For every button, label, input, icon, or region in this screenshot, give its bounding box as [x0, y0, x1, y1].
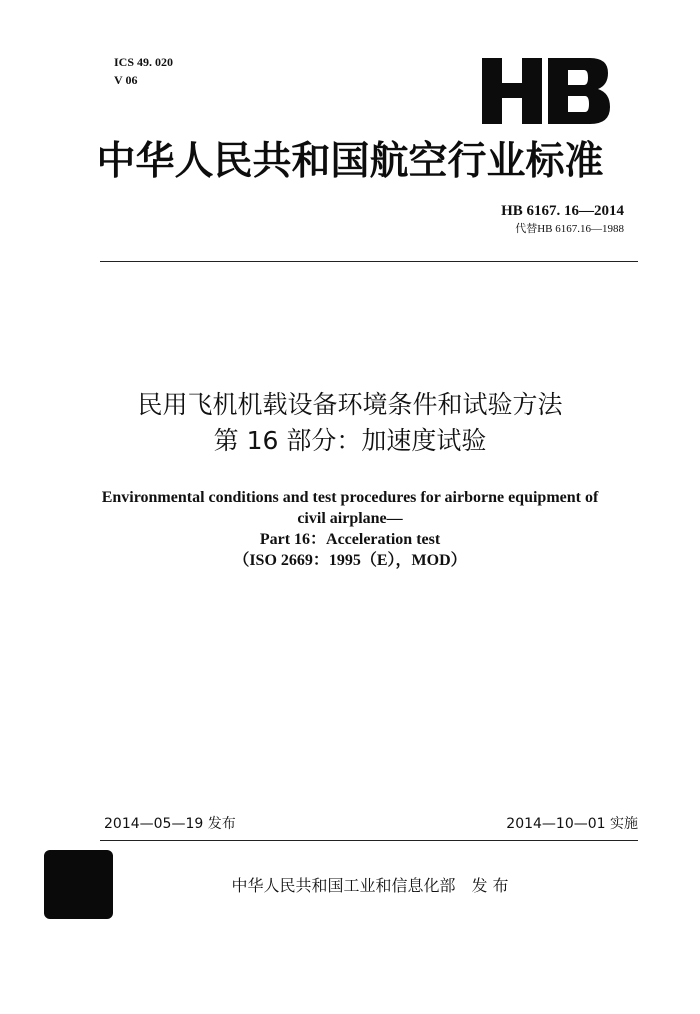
- implement-date: 2014—10—01 实施: [506, 816, 638, 832]
- title-en-line4: （ISO 2669：1995（E），MOD）: [233, 552, 467, 569]
- title-cn-line1: 民用飞机机载设备环境条件和试验方法: [137, 390, 563, 419]
- hb-logo: [482, 58, 610, 124]
- classification-codes: [114, 55, 173, 91]
- title-en-line1: Environmental conditions and test procedures for airborne equipment of: [101, 489, 599, 506]
- title-en-line2: civil airplane—: [297, 510, 403, 527]
- category-code: V 06: [114, 73, 138, 87]
- title-en: [60, 487, 640, 571]
- ics-code: ICS 49. 020: [114, 55, 174, 69]
- issuer-name: 中华人民共和国工业和信息化部: [231, 876, 456, 895]
- footer-divider: [100, 840, 638, 841]
- standard-title: 中华人民共和国航空行业标准: [96, 139, 604, 184]
- title-en-line3: Part 16：Acceleration test: [259, 531, 441, 548]
- title-cn-line2: 第 16 部分：加速度试验: [213, 426, 487, 455]
- replaces-standard: 代替HB 6167.16—1988: [515, 223, 624, 235]
- header-divider: [100, 261, 638, 262]
- issuer-action: 发 布: [471, 876, 509, 895]
- standard-number: HB 6167. 16—2014: [501, 203, 624, 219]
- issuer-line: [0, 876, 700, 896]
- publish-date: 2014—05—19 发布: [104, 816, 236, 832]
